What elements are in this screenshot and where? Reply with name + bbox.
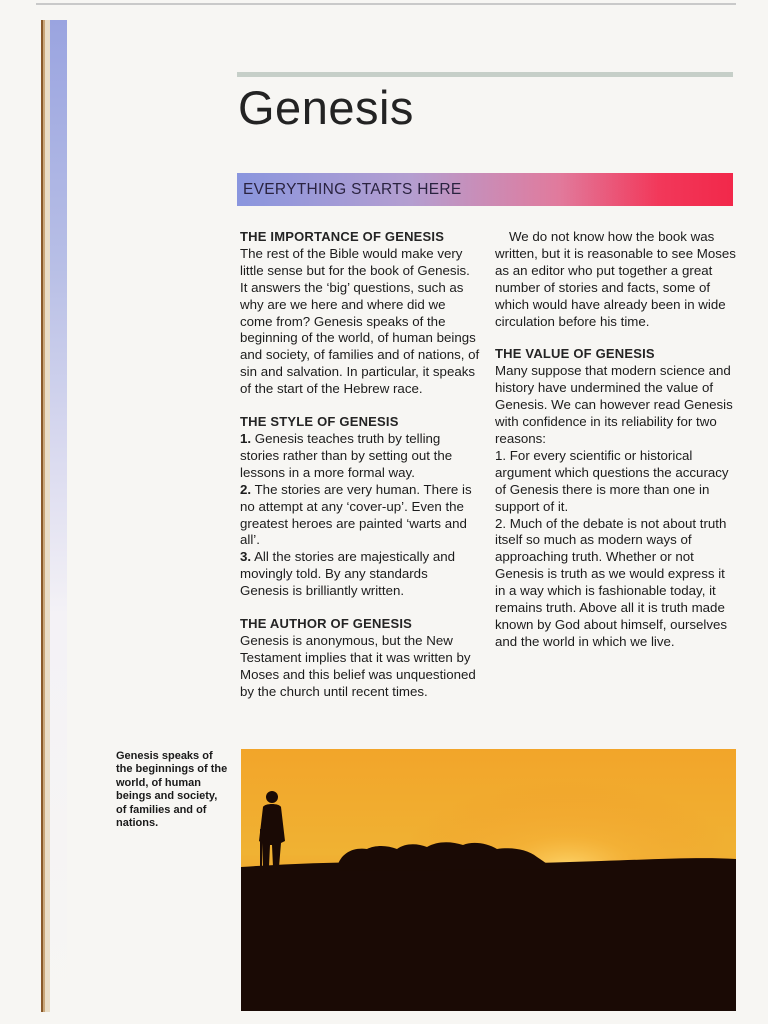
section-banner xyxy=(237,173,733,206)
author-text: Genesis is anonymous, but the New Testament implies that it was written by Moses and this belief was unquestioned by the church until recent times. xyxy=(240,632,476,699)
value-item-2-text: Much of the debate is not about truth itself so much as modern ways of approaching truth. Whether or not Genesis is truth as we would express it in a way which is fashionable today, it remains truth. Above all it is truth made known by God about himself, ourselves and the world in which we live. xyxy=(495,515,728,649)
style-item-1-text: Genesis teaches truth by telling stories rather than by setting out the lessons in a more formal way. xyxy=(240,430,453,480)
ground-silhouette xyxy=(241,858,736,1011)
title-rule xyxy=(237,72,733,77)
author-section xyxy=(240,616,480,701)
style-item-3-number: 3. xyxy=(240,549,252,565)
style-item-2 xyxy=(240,482,480,550)
banner-text: EVERYTHING STARTS HERE xyxy=(243,180,462,198)
spine-gradient xyxy=(50,20,67,1012)
style-item-3 xyxy=(240,549,480,600)
author-heading: THE AUTHOR OF GENESIS xyxy=(240,616,413,632)
importance-section xyxy=(240,229,480,398)
value-item-1-number: 1. xyxy=(495,447,507,463)
value-text: Many suppose that modern science and history have undermined the value of Genesis. We can however read Genesis with confidence in its reliability for two reasons: xyxy=(495,363,733,446)
photo-caption: Genesis speaks of the beginnings of the world, of human beings and society, of families and of nations. xyxy=(116,750,228,830)
style-section xyxy=(240,414,480,600)
value-section xyxy=(495,346,738,650)
importance-heading: THE IMPORTANCE OF GENESIS xyxy=(240,229,445,244)
book-spine xyxy=(41,20,50,1012)
intro-section xyxy=(495,229,738,330)
left-column xyxy=(240,229,480,717)
style-heading: THE STYLE OF GENESIS xyxy=(240,414,399,430)
importance-text: The rest of the Bible would make very little sense but for the book of Genesis. It answers the ‘big’ questions, such as why are we here and where did we come from? Genesis speaks of the beginning of the world, of human beings and society, of families and of nations, of sin and salvation. In particular, it speaks of the start of the Hebrew race. xyxy=(240,245,480,397)
top-rule xyxy=(36,3,736,5)
value-item-1 xyxy=(495,448,738,516)
value-item-1-text: For every scientific or historical argument which questions the accuracy of Genesis there is more than one in support of it. xyxy=(495,447,729,514)
style-item-2-text: The stories are very human. There is no attempt at any ‘cover-up’. Even the greatest heroes are painted ‘warts and all’. xyxy=(240,481,472,548)
sunset-shepherd-flock-photo xyxy=(241,749,736,1011)
right-column xyxy=(495,229,738,667)
style-item-1-number: 1. xyxy=(240,430,252,446)
intro-text: We do not know how the book was written, but it is reasonable to see Moses as an editor who put together a great number of stories and facts, some of which would have already been in wide circulation before his time. xyxy=(495,229,736,329)
value-item-2-number: 2. xyxy=(495,515,507,531)
style-item-1 xyxy=(240,431,480,482)
style-item-3-text: All the stories are majestically and movingly told. By any standards Genesis is brilliantly written. xyxy=(240,549,456,599)
value-heading: THE VALUE OF GENESIS xyxy=(495,346,655,362)
value-item-2 xyxy=(495,516,738,651)
page-title: Genesis xyxy=(238,81,414,134)
style-item-2-number: 2. xyxy=(240,481,252,497)
